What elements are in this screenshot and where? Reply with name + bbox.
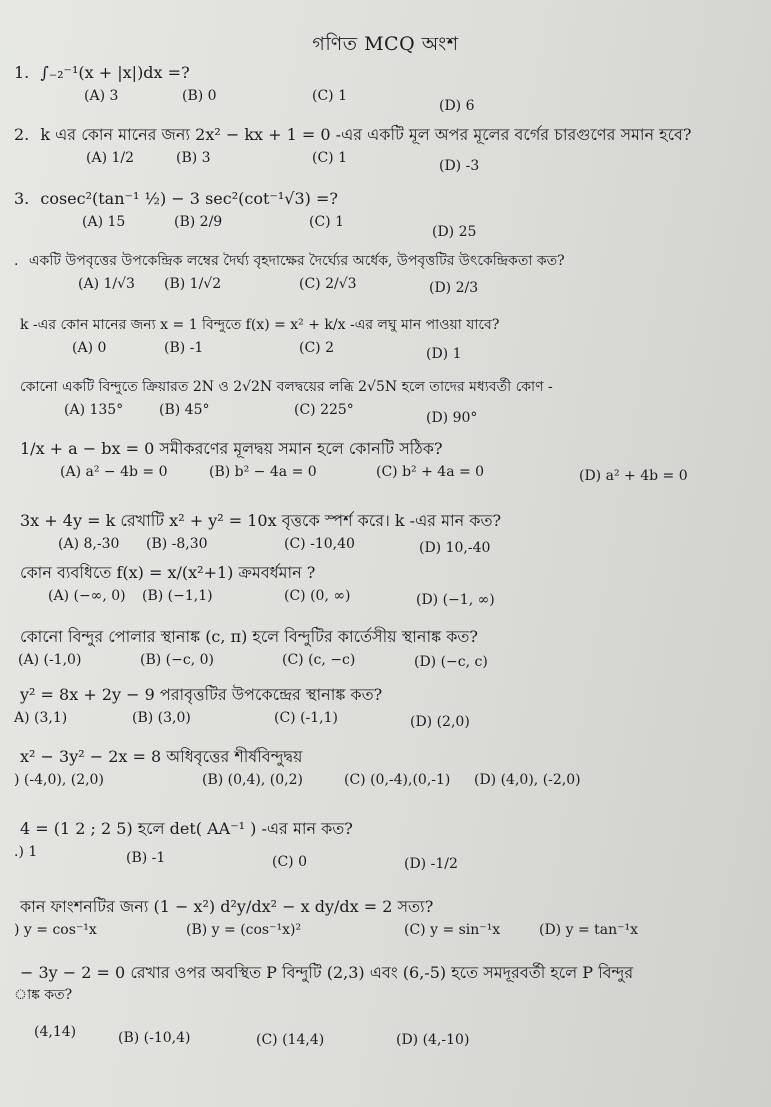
option-a: .) 1 (14, 844, 38, 860)
option-a: A) (3,1) (14, 710, 68, 726)
option-b: (B) -8,30 (146, 536, 208, 552)
option-d: (D) (−1, ∞) (416, 592, 495, 608)
option-d: (D) 6 (439, 98, 475, 114)
option-b: (B) (0,4), (0,2) (202, 772, 303, 788)
option-c: (C) (14,4) (256, 1032, 325, 1048)
option-d: (D) (2,0) (410, 714, 470, 730)
options (14, 922, 759, 946)
option-a: ) y = cos⁻¹x (14, 922, 97, 938)
options (14, 88, 759, 112)
question-text: 3x + 4y = k রেখাটি x² + y² = 10x বৃত্তকে স্পর্শ করে। k -এর মান কত? (20, 511, 502, 530)
option-a: (A) (−∞, 0) (48, 588, 126, 604)
option-b: (B) b² − 4a = 0 (209, 464, 317, 480)
option-d: (D) -3 (439, 158, 480, 174)
question-text: x² − 3y² − 2x = 8 অধিবৃত্তের শীর্ষবিন্দুদ্বয় (20, 747, 303, 766)
option-a: (A) 1/2 (86, 150, 135, 166)
option-b: (B) (-10,4) (118, 1030, 191, 1046)
option-b: (B) -1 (164, 340, 204, 356)
question-text: কান ফাংশনটির জন্য (1 − x²) d²y/dx² − x dy/dx = 2 সত্য? (20, 897, 434, 916)
option-c: (C) 2 (299, 340, 334, 356)
options (14, 150, 759, 174)
option-d: (D) 25 (432, 224, 477, 240)
question-number: 2. (14, 125, 30, 144)
option-d: (D) (4,0), (-2,0) (474, 772, 581, 788)
options (14, 276, 759, 300)
question-text: k -এর কোন মানের জন্য x = 1 বিন্দুতে f(x) = x² + k/x -এর লঘু মান পাওয়া যাবে? (20, 317, 500, 333)
options (14, 340, 759, 364)
question-text: ∫₋₂⁻¹(x + |x|)dx =? (40, 63, 190, 82)
question-text: − 3y − 2 = 0 রেখার ওপর অবস্থিত P বিন্দুটি (2,3) এবং (6,-5) হতে সমদূরবর্তী হলে P বিন্দুর (20, 963, 634, 982)
option-c: (C) (c, −c) (282, 652, 356, 668)
option-a: (A) (-1,0) (18, 652, 82, 668)
question-6 (14, 376, 759, 426)
option-a: (4,14) (34, 1024, 77, 1040)
question-5 (14, 314, 759, 364)
option-b: (B) -1 (126, 850, 166, 866)
option-b: (B) (3,0) (132, 710, 191, 726)
option-d: (D) (4,-10) (396, 1032, 470, 1048)
option-b: (B) y = (cos⁻¹x)² (186, 922, 302, 938)
question-4 (14, 250, 759, 300)
option-d: (D) (−c, c) (414, 654, 488, 670)
question-15 (14, 962, 759, 1048)
question-text: কোন ব্যবধিতে f(x) = x/(x²+1) ক্রমবর্ধমান ? (20, 563, 316, 582)
question-text: y² = 8x + 2y − 9 পরাবৃত্তটির উপকেন্দ্রের স্থানাঙ্ক কত? (20, 685, 383, 704)
question-number: . (14, 253, 19, 269)
question-7 (14, 438, 759, 488)
question-10 (14, 626, 759, 676)
question-3 (14, 188, 759, 238)
option-d: (D) a² + 4b = 0 (579, 468, 688, 484)
option-a: (A) 135° (64, 402, 124, 418)
question-text: cosec²(tan⁻¹ ½) − 3 sec²(cot⁻¹√3) =? (40, 189, 338, 208)
question-12 (14, 746, 759, 796)
option-d: (D) -1/2 (404, 856, 458, 872)
question-1 (14, 62, 759, 112)
option-c: (C) 1 (312, 88, 347, 104)
option-d: (D) 90° (426, 410, 478, 426)
options (14, 402, 759, 426)
option-c: (C) -10,40 (284, 536, 355, 552)
option-c: (C) b² + 4a = 0 (376, 464, 485, 480)
options (14, 588, 759, 612)
option-a: (A) 1/√3 (78, 276, 135, 292)
question-text: 1/x + a − bx = 0 সমীকরণের মূলদ্বয় সমান হলে কোনটি সঠিক? (20, 439, 443, 458)
option-c: (C) 0 (272, 854, 307, 870)
option-a: ) (-4,0), (2,0) (14, 772, 104, 788)
option-d: (D) 10,-40 (419, 540, 491, 556)
option-a: (A) 3 (84, 88, 119, 104)
options (14, 844, 759, 872)
option-a: (A) 0 (72, 340, 107, 356)
option-d: (D) 1 (426, 346, 462, 362)
options (14, 214, 759, 238)
question-8 (14, 510, 759, 560)
options (14, 1024, 759, 1048)
option-c: (C) y = sin⁻¹x (404, 922, 501, 938)
option-a: (A) 15 (82, 214, 126, 230)
option-c: (C) 2/√3 (299, 276, 357, 292)
question-text-continued: াঙ্ক কত? (14, 987, 73, 1003)
question-number: 1. (14, 63, 30, 82)
option-b: (B) 1/√2 (164, 276, 222, 292)
page-title: গণিত MCQ অংশ (312, 33, 459, 55)
options (14, 710, 759, 734)
option-a: (A) a² − 4b = 0 (60, 464, 168, 480)
options (14, 464, 759, 488)
option-a: (A) 8,-30 (58, 536, 120, 552)
question-text: k এর কোন মানের জন্য 2x² − kx + 1 = 0 -এর একটি মূল অপর মূলের বর্গের চারগুণের সমান হবে? (40, 125, 692, 144)
option-c: (C) (0,-4),(0,-1) (344, 772, 451, 788)
options (14, 536, 759, 560)
option-b: (B) 0 (182, 88, 217, 104)
option-c: (C) (0, ∞) (284, 588, 351, 604)
option-b: (B) 45° (159, 402, 210, 418)
question-14 (14, 896, 759, 946)
question-text: একটি উপবৃত্তের উপকেন্দ্রিক লম্বের দৈর্ঘ্য বৃহদাক্ষের দৈর্ঘ্যের অর্ধেক, উপবৃত্তটির উৎকেন্দ্রিকতা কত? (28, 253, 565, 269)
option-c: (C) 1 (312, 150, 347, 166)
question-13 (14, 818, 759, 872)
option-b: (B) 3 (176, 150, 211, 166)
option-c: (C) (-1,1) (274, 710, 339, 726)
option-d: (D) 2/3 (429, 280, 479, 296)
option-c: (C) 225° (294, 402, 354, 418)
options (14, 652, 759, 676)
question-9 (14, 562, 759, 612)
question-text: কোনো একটি বিন্দুতে ক্রিয়ারত 2N ও 2√2N বলদ্বয়ের লব্ধি 2√5N হলে তাদের মধ্যবর্তী কোণ - (20, 379, 553, 395)
question-11 (14, 684, 759, 734)
option-b: (B) (−c, 0) (140, 652, 214, 668)
question-text: কোনো বিন্দুর পোলার স্থানাঙ্ক (c, π) হলে বিন্দুটির কার্তেসীয় স্থানাঙ্ক কত? (20, 627, 478, 646)
options (14, 772, 759, 796)
question-2 (14, 124, 759, 174)
option-b: (B) 2/9 (174, 214, 223, 230)
option-d: (D) y = tan⁻¹x (539, 922, 639, 938)
question-number: 3. (14, 189, 30, 208)
option-b: (B) (−1,1) (142, 588, 213, 604)
option-c: (C) 1 (309, 214, 344, 230)
question-text: 4 = (1 2 ; 2 5) হলে det( AA⁻¹ ) -এর মান কত? (20, 819, 353, 838)
